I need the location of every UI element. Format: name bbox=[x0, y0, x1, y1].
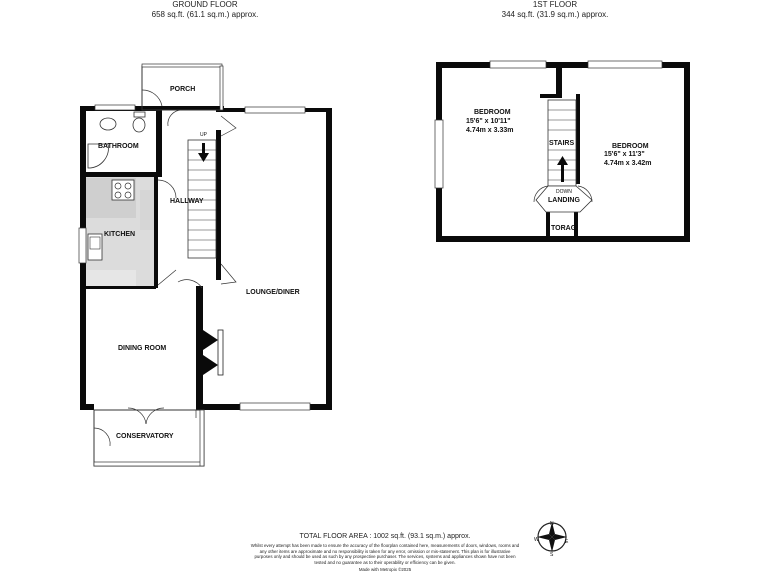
conservatory-window-right bbox=[200, 410, 204, 466]
bedroom-2-metric: 4.74m x 3.42m bbox=[604, 160, 652, 167]
hob bbox=[112, 180, 134, 200]
label-lounge-diner: LOUNGE/DINER bbox=[246, 289, 300, 296]
window-kitchen bbox=[79, 228, 86, 263]
ground-floor-title: GROUND FLOOR bbox=[172, 0, 238, 9]
conservatory-frame bbox=[94, 410, 196, 418]
footer bbox=[250, 532, 520, 573]
ff-wall-stair-top bbox=[540, 94, 562, 98]
compass-w: W bbox=[534, 537, 539, 543]
wall-dining-bottom-left bbox=[80, 404, 94, 410]
first-floor-title: 1ST FLOOR bbox=[532, 0, 578, 9]
ff-wall-bottom bbox=[436, 236, 690, 242]
compass-e: E bbox=[565, 539, 569, 545]
window-bathroom bbox=[95, 105, 135, 110]
wall-kitchen-right bbox=[154, 176, 158, 288]
bedroom-2-imperial: 15'6" x 11'3" bbox=[604, 151, 645, 158]
ff-wall-divider-top bbox=[556, 62, 562, 98]
label-bedroom-2: BEDROOM bbox=[612, 143, 649, 150]
bathroom-sink bbox=[100, 118, 116, 130]
label-bedroom-1: BEDROOM bbox=[474, 109, 511, 116]
kitchen-floor-lower bbox=[86, 270, 136, 288]
compass-n: N bbox=[550, 521, 554, 527]
fireplace-bottom bbox=[203, 355, 218, 375]
bedroom-1-imperial: 15'6" x 10'11" bbox=[466, 118, 511, 125]
first-floor-plan bbox=[435, 61, 690, 242]
wall-lounge-right bbox=[326, 108, 332, 410]
toilet bbox=[133, 118, 145, 132]
ground-floor-plan bbox=[79, 64, 332, 466]
label-bathroom: BATHROOM bbox=[98, 143, 139, 150]
ff-window-top-left bbox=[490, 61, 546, 68]
total-floor-area: TOTAL FLOOR AREA : 1002 sq.ft. (93.1 sq.m.) approx. bbox=[299, 533, 471, 540]
label-porch: PORCH bbox=[170, 86, 196, 93]
front-door-swing bbox=[168, 110, 182, 126]
fireplace-top bbox=[203, 330, 218, 350]
ground-floor-area: 658 sq.ft. (61.1 sq.m.) approx. bbox=[151, 10, 259, 19]
lounge-door bbox=[221, 264, 236, 284]
hearth bbox=[218, 330, 223, 375]
label-storage: TORAG bbox=[551, 225, 577, 232]
label-hallway: HALLWAY bbox=[170, 198, 204, 205]
label-stairs: STAIRS bbox=[549, 140, 575, 147]
metropix-credit: Made with Metropix ©2025 bbox=[358, 567, 412, 573]
label-down: DOWN bbox=[556, 189, 572, 195]
kitchen-door bbox=[158, 270, 176, 285]
wall-bathroom-right bbox=[156, 106, 162, 176]
ff-window-top-right bbox=[588, 61, 662, 68]
wall-dining-right bbox=[196, 286, 203, 410]
window-lounge-top bbox=[245, 107, 305, 113]
bathroom-door-swing bbox=[158, 180, 176, 198]
bedroom-1-metric: 4.74m x 3.33m bbox=[466, 127, 514, 134]
ff-wall-stair-right bbox=[576, 94, 580, 184]
toilet-cistern bbox=[134, 112, 145, 117]
conservatory-door-swing bbox=[94, 428, 110, 446]
first-floor-area: 344 sq.ft. (31.9 sq.m.) approx. bbox=[501, 10, 609, 19]
label-landing: LANDING bbox=[548, 197, 580, 204]
compass-s: S bbox=[550, 552, 554, 558]
disclaimer: Whilst every attempt has been made to ensure the accuracy of the floorplan contained here, measurements of doors, windows, rooms and any other items are approximate and no responsibility is taken for any error, omission or mis-statement. This plan is for illustrative purposes only and should be used as such by any prospective purchaser. The services, systems and appliances shown have not been tested and no guarantee as to their operability or efficiency can be given. bbox=[250, 543, 520, 565]
compass-rose bbox=[534, 521, 569, 558]
porch-door-swing bbox=[142, 90, 162, 106]
ff-wall-right bbox=[684, 62, 690, 242]
wall-bathroom-bottom bbox=[80, 172, 162, 177]
window-lounge-bottom bbox=[240, 403, 310, 410]
wall-stair-right bbox=[216, 130, 221, 280]
label-conservatory: CONSERVATORY bbox=[116, 433, 174, 440]
ff-window-left bbox=[435, 120, 443, 188]
label-kitchen: KITCHEN bbox=[104, 231, 136, 238]
kitchen-counter-right bbox=[140, 190, 156, 230]
wall-hall-top bbox=[162, 106, 220, 110]
conservatory-window-bottom bbox=[94, 462, 204, 466]
porch-window-top bbox=[142, 64, 222, 67]
porch-window-right bbox=[220, 66, 223, 110]
label-dining-room: DINING ROOM bbox=[118, 345, 167, 352]
ff-wall-storage-left bbox=[546, 212, 550, 240]
wall-kitchen-bottom bbox=[86, 286, 156, 289]
label-stairs-up: UP bbox=[200, 132, 207, 138]
lounge-door-top bbox=[221, 116, 236, 136]
